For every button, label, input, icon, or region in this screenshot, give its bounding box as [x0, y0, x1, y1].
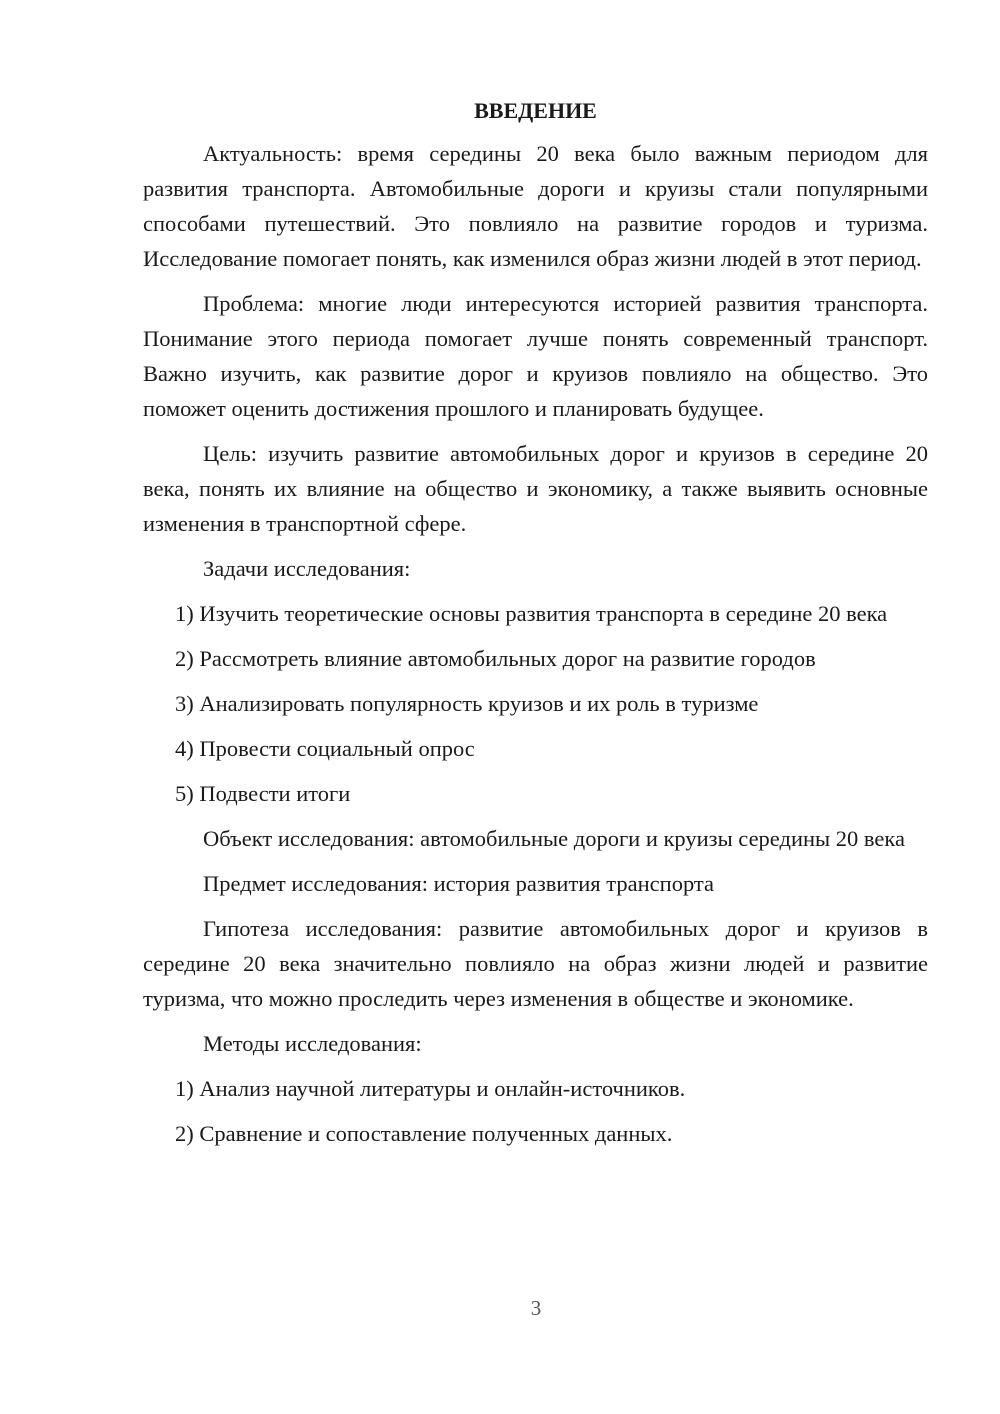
object-paragraph: Объект исследования: автомобильные дороги и круизы середины 20 века [203, 826, 905, 851]
page-number: 3 [530, 1296, 542, 1320]
document-page [143, 96, 928, 1161]
section-heading: ВВЕДЕНИЕ [474, 98, 597, 123]
task-item-4: 4) Провести социальный опрос [175, 736, 475, 761]
task-item-3: 3) Анализировать популярность круизов и их роль в туризме [175, 691, 759, 716]
hypothesis-paragraph: Гипотеза исследования: развитие автомобильных дорог и круизов в середине 20 века значительно повлияло на образ жизни людей и развитие туризма, что можно проследить через изменения в обществе и экономике. [143, 916, 928, 1011]
methods-title: Методы исследования: [203, 1031, 422, 1056]
task-item-1: 1) Изучить теоретические основы развития транспорта в середине 20 века [175, 601, 888, 626]
task-item-2: 2) Рассмотреть влияние автомобильных дорог на развитие городов [175, 646, 816, 671]
goal-paragraph: Цель: изучить развитие автомобильных дорог и круизов в середине 20 века, понять их влияние на общество и экономику, а также выявить основные изменения в транспортной сфере. [143, 441, 928, 536]
subject-paragraph: Предмет исследования: история развития транспорта [203, 871, 714, 896]
method-item-2: 2) Сравнение и сопоставление полученных данных. [175, 1121, 673, 1146]
relevance-paragraph: Актуальность: время середины 20 века было важным периодом для развития транспорта. Автомобильные дороги и круизы стали популярными способами путешествий. Это повлияло на развитие городов и туризма. Исследование помогает понять, как изменился образ жизни людей в этот период. [143, 141, 928, 271]
tasks-title: Задачи исследования: [203, 556, 411, 581]
problem-paragraph: Проблема: многие люди интересуются историей развития транспорта. Понимание этого периода помогает лучше понять современный транспорт. Важно изучить, как развитие дорог и круизов повлияло на общество. Это поможет оценить достижения прошлого и планировать будущее. [143, 291, 928, 421]
task-item-5: 5) Подвести итоги [175, 781, 351, 806]
method-item-1: 1) Анализ научной литературы и онлайн-источников. [175, 1076, 686, 1101]
